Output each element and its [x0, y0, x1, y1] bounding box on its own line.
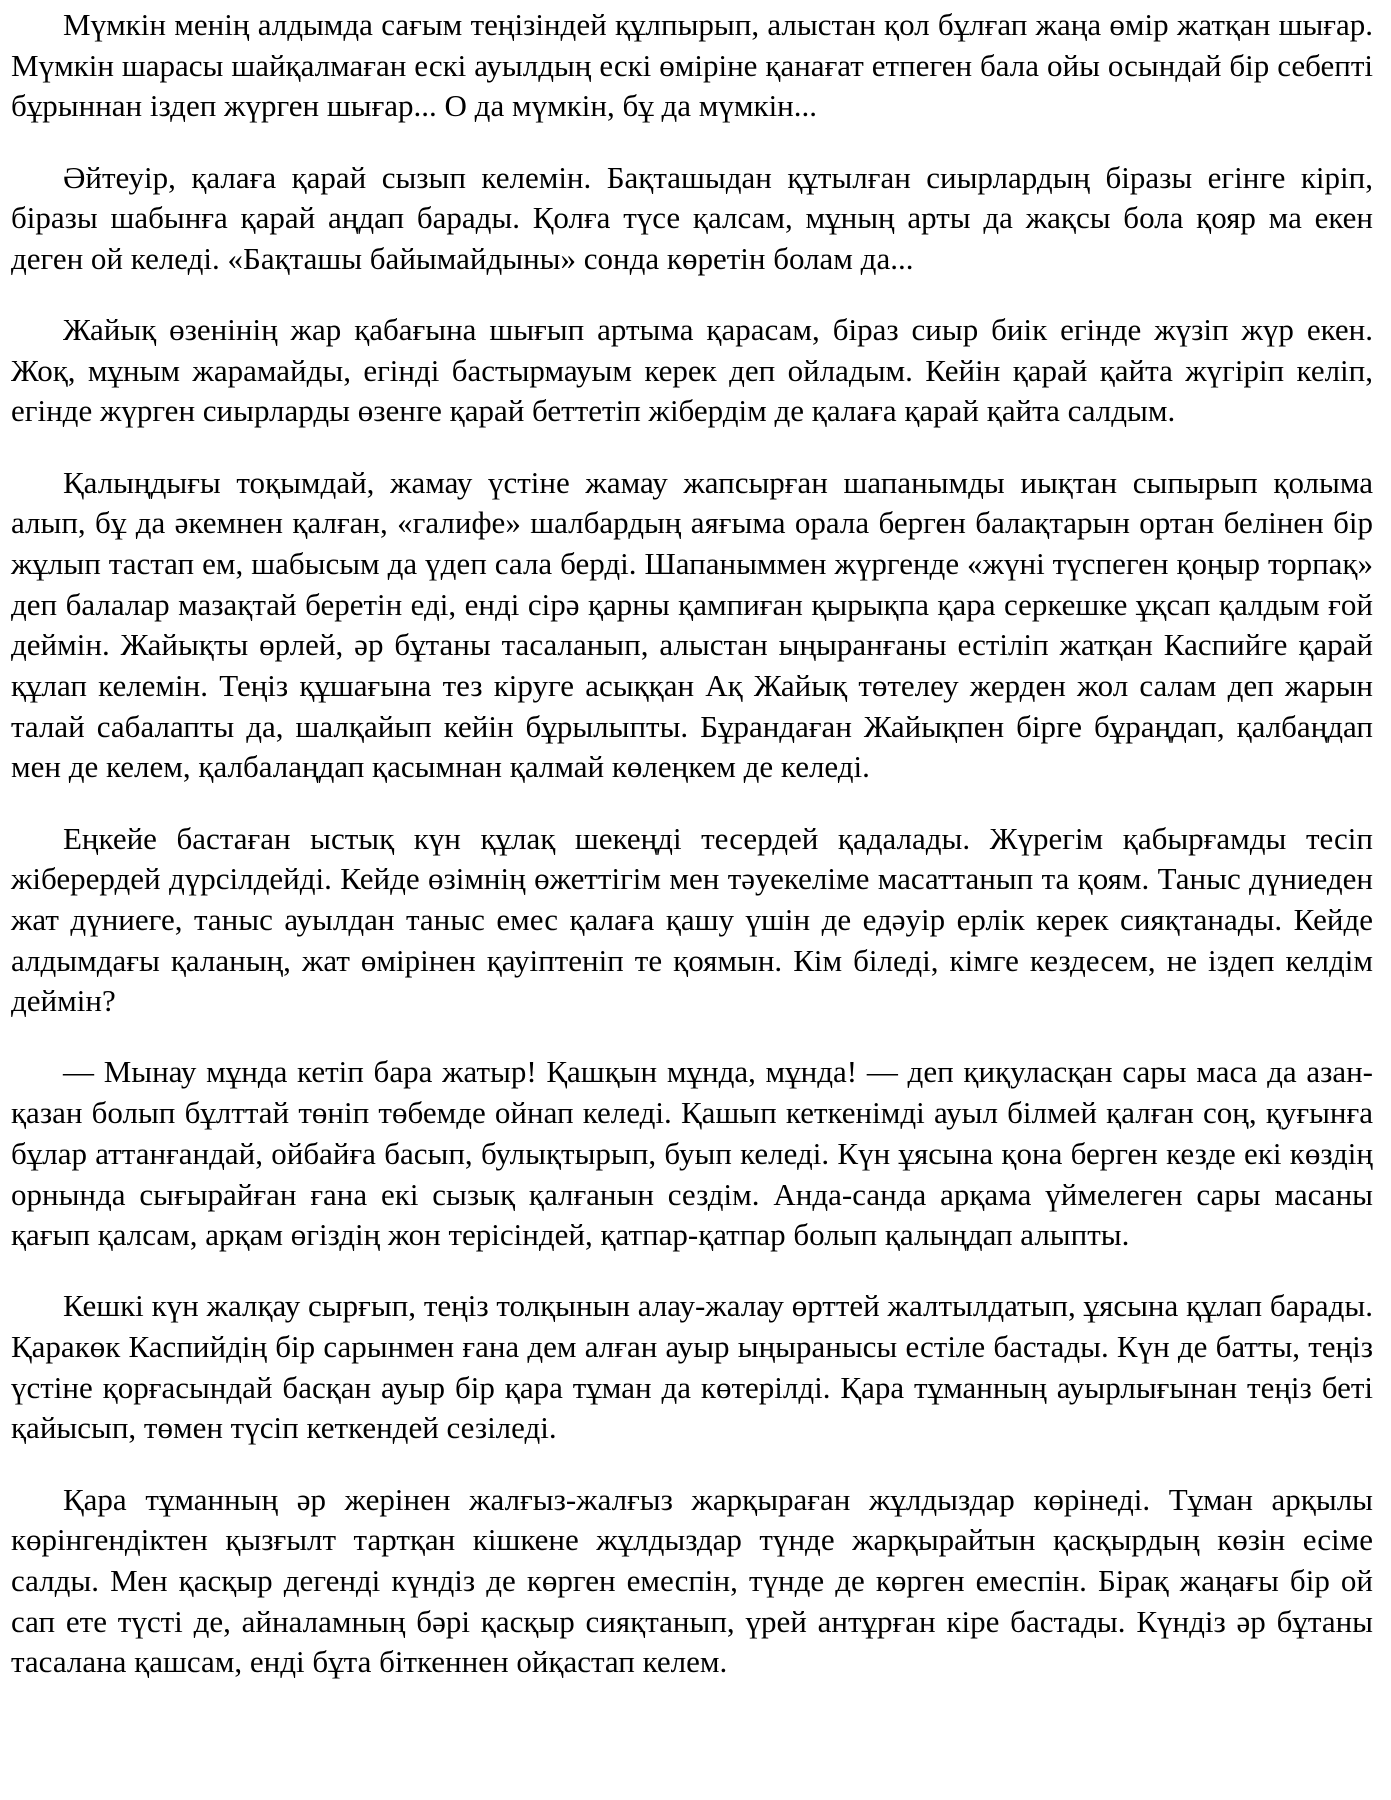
- paragraph: — Мынау мұнда кетіп бара жатыр! Қашқын мұнда, мұнда! — деп қиқуласқан сары маса да азан-қазан болып бұлттай төніп төбемде ойнап келеді. Қашып кеткенімді ауыл білмей қалған соң, қуғынға бұлар аттанғандай, ойбайға басып, булықтырып, буып келеді. Күн ұясына қона берген кезде екі көздің орнында сығырайған ғана екі сызық қалғанын сездім. Анда-санда арқама үймелеген сары масаны қағып қалсам, арқам өгіздің жон терісіндей, қатпар-қатпар болып қалыңдап алыпты.: [11, 1054, 1373, 1253]
- paragraph: Әйтеуір, қалаға қарай сызып келемін. Бақташыдан құтылған сиырлардың біразы егінге кіріп, біразы шабынға қарай аңдап барады. Қолға түсе қалсам, мұның арты да жақсы бола қояр ма екен деген ой келеді. «Бақташы байымайдыны» сонда көретін болам да...: [11, 159, 1373, 276]
- paragraph: Мүмкін менің алдымда сағым теңізіндей құлпырып, алыстан қол бұлғап жаңа өмір жатқан шығар. Мүмкін шарасы шайқалмаған ескі ауылдың ескі өміріне қанағат етпеген бала ойы осындай бір себепті бұрыннан іздеп жүрген шығар... О да мүмкін, бұ да мүмкін...: [11, 7, 1373, 124]
- paragraph: Кешкі күн жалқау сырғып, теңіз толқынын алау-жалау өрттей жалтылдатып, ұясына құлап барады. Қаракөк Каспийдің бір сарынмен ғана дем алған ауыр ыңыранысы естіле бастады. Күн де батты, теңіз үстіне қорғасындай басқан ауыр бір қара тұман да көтерілді. Қара тұманның ауырлығынан теңіз беті қайысып, төмен түсіп кеткендей сезіледі.: [11, 1288, 1373, 1446]
- paragraph: Жайық өзенінің жар қабағына шығып артыма қарасам, біраз сиыр биік егінде жүзіп жүр екен. Жоқ, мұным жарамайды, егінді бастырмауым керек деп ойладым. Кейін қарай қайта жүгіріп келіп, егінде жүрген сиырларды өзенге қарай беттетіп жібердім де қалаға қарай қайта салдым.: [11, 312, 1373, 429]
- paragraph: Қалыңдығы тоқымдай, жамау үстіне жамау жапсырған шапанымды иықтан сыпырып қолыма алып, бұ да әкемнен қалған, «галифе» шалбардың аяғыма орала берген балақтарын ортан белінен бір жұлып тастап ем, шабысым да үдеп сала берді. Шапаныммен жүргенде «жүні түспеген қоңыр торпақ» деп балалар мазақтай беретін еді, енді сірә қарны қампиған қырықпа қара серкешке ұқсап қалдым ғой деймін. Жайықты өрлей, әр бұтаны тасаланып, алыстан ыңыранғаны естіліп жатқан Каспийге қарай құлап келемін. Теңіз құшағына тез кіруге асыққан Ақ Жайық төтелеу жерден жол салам деп жарын талай сабалапты да, шалқайып кейін бұрылыпты. Бұрандаған Жайықпен бірге бұраңдап, қалбаңдап мен де келем, қалбалаңдап қасымнан қалмай көлеңкем де келеді.: [11, 464, 1373, 785]
- paragraph: Қара тұманның әр жерінен жалғыз-жалғыз жарқыраған жұлдыздар көрінеді. Тұман арқылы көрінгендіктен қызғылт тартқан кішкене жұлдыздар түнде жарқырайтын қасқырдың көзін есіме салды. Мен қасқыр дегенді күндіз де көрген емеспін, түнде де көрген емеспін. Бірақ жаңағы бір ой сап ете түсті де, айналамның бәрі қасқыр сияқтанып, үрей антұрған кіре бастады. Күндіз әр бұтаны тасалана қашсам, енді бұта біткеннен ойқастап келем.: [11, 1481, 1373, 1680]
- paragraph: Еңкейе бастаған ыстық күн құлақ шекеңді тесердей қадалады. Жүрегім қабырғамды тесіп жіберердей дүрсілдейді. Кейде өзімнің өжеттігім мен тәуекеліме масаттанып та қоям. Таныс дүниеден жат дүниеге, таныс ауылдан таныс емес қалаға қашу үшін де едәуір ерлік керек сияқтанады. Кейде алдымдағы қаланың, жат өмірінен қауіптеніп те қоямын. Кім біледі, кімге кездесем, не іздеп келдім деймін?: [11, 820, 1373, 1019]
